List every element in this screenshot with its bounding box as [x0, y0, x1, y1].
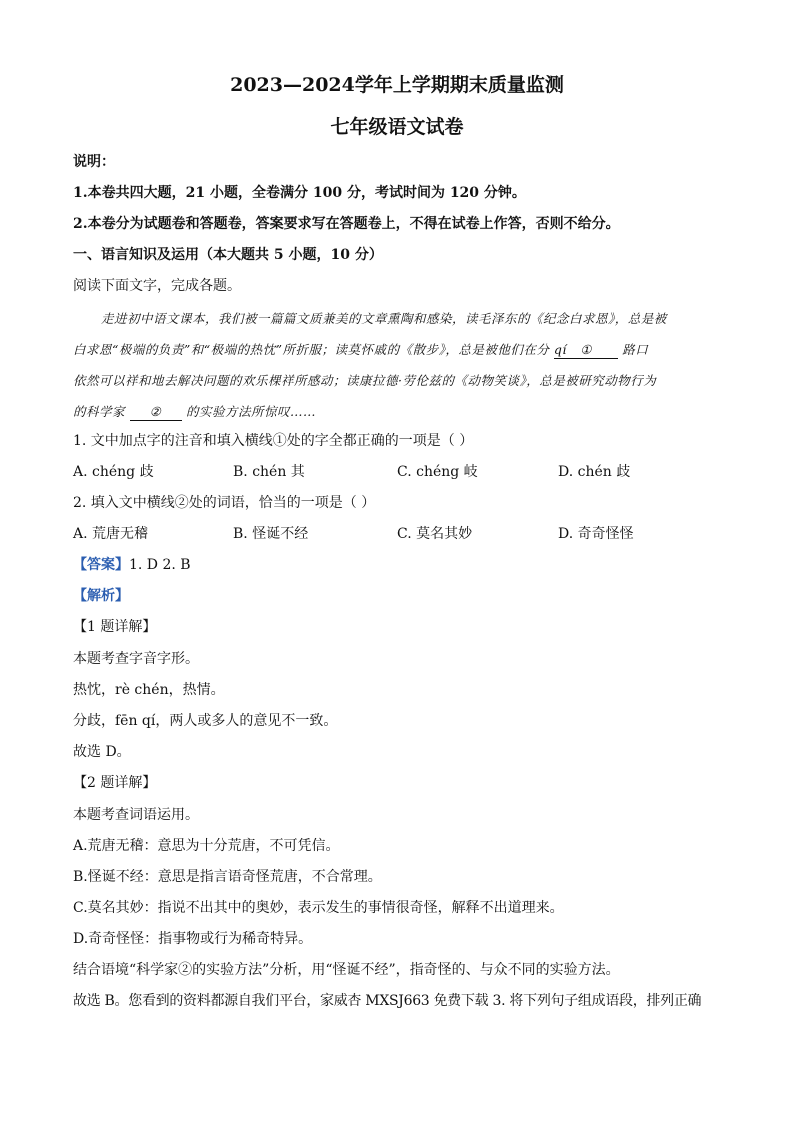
analysis-label: 【解析】 [73, 588, 129, 604]
question-2-stem: 2. 填入文中横线②处的词语，恰当的一项是（ ） [73, 495, 376, 511]
instructions-label: 说明： [73, 154, 115, 170]
blank-1-pinyin: qí [553, 342, 567, 357]
answer-label: 【答案】 [73, 557, 129, 573]
question-2-option-d: D. 奇奇怪怪 [558, 526, 634, 542]
passage-line-4-end: 的实验方法所惊叹…… [185, 404, 316, 419]
blank-1 [554, 342, 618, 359]
question-2-option-b: B. 怪诞不经 [233, 526, 309, 542]
q2-detail-line: 故选 B。您看到的资料都源自我们平台，家威杏 MXSJ663 免费下载 3. 将下列句子组成语段，排列正确 [73, 993, 702, 1009]
q2-detail-line: B.怪诞不经：意思是指言语奇怪荒唐，不合常理。 [73, 869, 382, 885]
q2-detail-label: 【2 题详解】 [73, 775, 157, 791]
analysis-line [73, 586, 129, 606]
passage-line-4-text: 的科学家 [73, 404, 126, 419]
q2-detail-line: D.奇奇怪怪：指事物或行为稀奇特异。 [73, 931, 313, 947]
passage-line-4 [73, 402, 316, 422]
q2-detail-line: A.荒唐无稽：意思为十分荒唐，不可凭信。 [73, 838, 340, 854]
instruction-line-2: 2.本卷分为试题卷和答题卷，答案要求写在答题卷上，不得在试卷上作答，否则不给分。 [73, 216, 620, 232]
q1-detail-line: 本题考查字音字形。 [73, 651, 199, 667]
question-1-option-d: D. chén 歧 [558, 464, 631, 480]
passage-line-2-end: 路口 [622, 342, 649, 357]
question-1-option-c: C. chéng 岐 [397, 464, 478, 480]
page-title: 2023—2024学年上学期期末质量监测 [230, 74, 564, 96]
question-1-stem: 1. 文中加点字的注音和填入横线①处的字全都正确的一项是（ ） [73, 433, 474, 449]
blank-2: ② [130, 404, 182, 421]
q2-detail-line: C.莫名其妙：指说不出其中的奥妙，表示发生的事情很奇怪，解释不出道理来。 [73, 900, 564, 916]
question-1-option-a: A. chéng 歧 [73, 464, 154, 480]
reading-prompt: 阅读下面文字，完成各题。 [73, 278, 241, 294]
q1-detail-line: 热忱，rè chén，热情。 [73, 682, 225, 698]
question-1-option-b: B. chén 其 [233, 464, 305, 480]
passage-line-2 [73, 340, 648, 360]
passage-line-2-text: 白求恩“极端的负责”和“极端的热忱”所折服；读莫怀戚的《散步》，总是被他们在分 [73, 342, 550, 357]
question-2-option-a: A. 荒唐无稽 [73, 526, 149, 542]
q1-detail-line: 故选 D。 [73, 744, 131, 760]
answer-line [73, 555, 191, 575]
blank-1-number: ① [580, 342, 592, 357]
q1-detail-label: 【1 题详解】 [73, 619, 157, 635]
q2-detail-line: 结合语境“科学家②的实验方法”分析，用“怪诞不经”，指奇怪的、与众不同的实验方法。 [73, 962, 620, 978]
passage-line-3: 依然可以祥和地去解决问题的欢乐棵祥所感动；读康拉德·劳伦兹的《动物笑谈》，总是被研究动物行为 [73, 373, 657, 388]
page-subtitle: 七年级语文试卷 [330, 116, 464, 138]
section-heading: 一、语言知识及运用（本大题共 5 小题，10 分） [73, 247, 383, 263]
instruction-line-1: 1.本卷共四大题，21 小题，全卷满分 100 分，考试时间为 120 分钟。 [73, 185, 526, 201]
passage-line-1: 走进初中语文课本，我们被一篇篇文质兼美的文章熏陶和感染，读毛泽东的《纪念白求恩》，总是被 [101, 311, 667, 326]
answer-text: 1. D 2. B [129, 557, 191, 573]
question-2-option-c: C. 莫名其妙 [397, 526, 473, 542]
q2-detail-line: 本题考查词语运用。 [73, 807, 199, 823]
q1-detail-line: 分歧，fēn qí，两人或多人的意见不一致。 [73, 713, 338, 729]
